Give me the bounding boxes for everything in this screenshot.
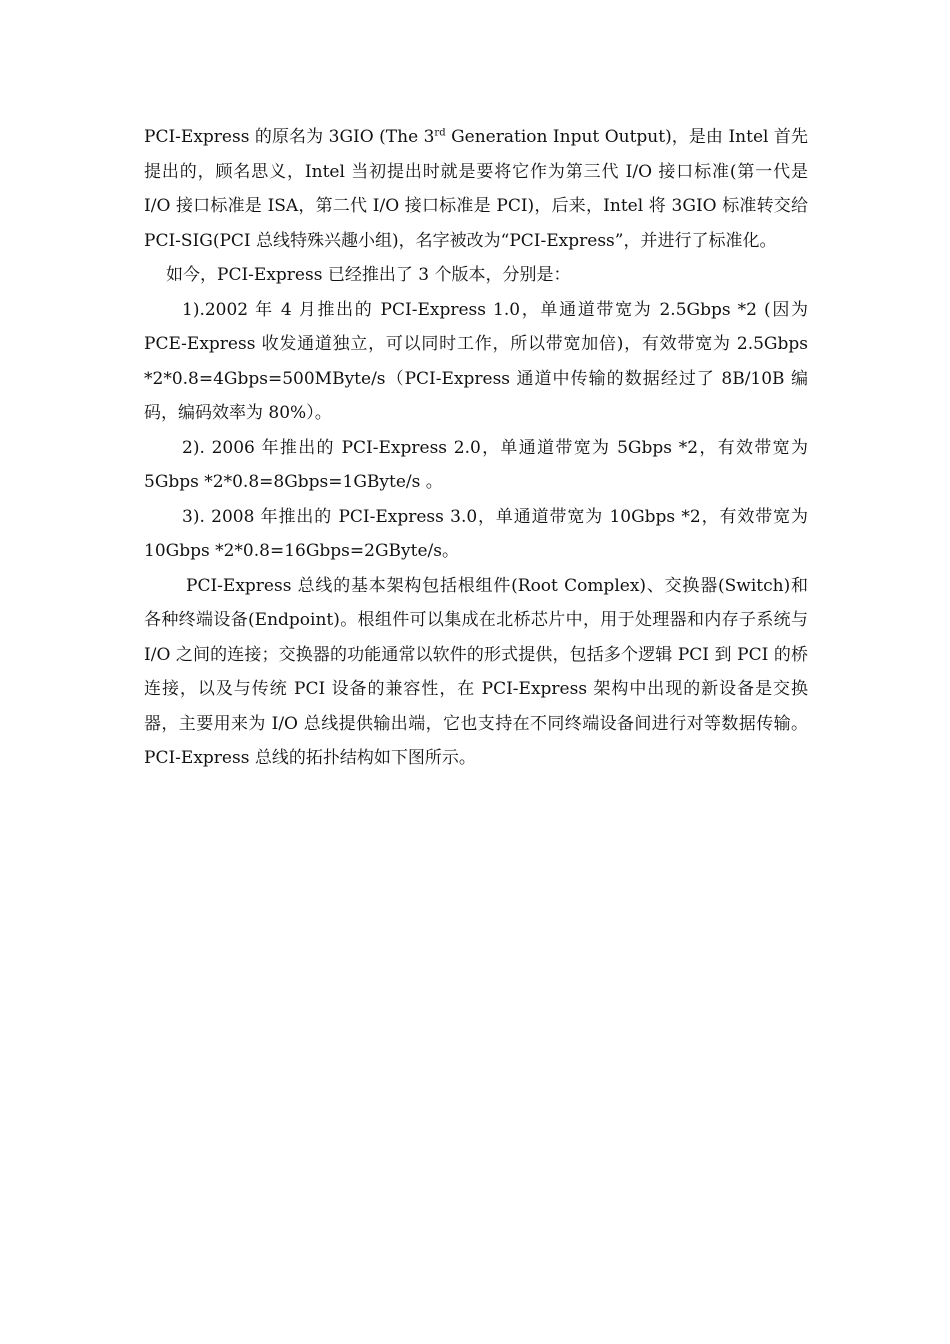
ordinal-superscript: rd [434, 127, 446, 139]
paragraph-version-3: 3). 2008 年推出的 PCI-Express 3.0，单通道带宽为 10Gbps *2，有效带宽为 10Gbps *2*0.8=16Gbps=2GByte/s。 [144, 506, 808, 561]
paragraph-pcie-origin-end: Generation Input Output)，是由 Intel 首先提出的，顾名思义，Intel 当初提出时就是要将它作为第三代 I/O 接口标准(第一代是 I/O 接口标准是 ISA，第二代 I/O 接口标准是 PCI)，后来，Intel 将 3GIO 标准转交给 PCI-SIG(PCI 总线特殊兴趣小组)，名字被改为“PCI-Express”，并进行了标准化。 [144, 127, 808, 251]
paragraph-version-1: 1).2002 年 4 月推出的 PCI-Express 1.0，单通道带宽为 2.5Gbps *2 (因为 PCE-Express 收发通道独立，可以同时工作，所以带宽加倍)，有效带宽为 2.5Gbps *2*0.8=4Gbps=500MByte/s（PCI-Express 通道中传输的数据经过了 8B/10B 编码，编码效率为 80%）。 [144, 299, 808, 423]
document-body [144, 120, 808, 776]
paragraph-version-2: 2). 2006 年推出的 PCI-Express 2.0，单通道带宽为 5Gbps *2，有效带宽为 5Gbps *2*0.8=8Gbps=1GByte/s 。 [144, 437, 808, 492]
paragraph-architecture: PCI-Express 总线的基本架构包括根组件(Root Complex)、交换器(Switch)和各种终端设备(Endpoint)。根组件可以集成在北桥芯片中，用于处理器和内存子系统与 I/O 之间的连接；交换器的功能通常以软件的形式提供，包括多个逻辑 PCI 到 PCI 的桥连接，以及与传统 PCI 设备的兼容性，在 PCI-Express 架构中出现的新设备是交换器，主要用来为 I/O 总线提供输出端，它也支持在不同终端设备间进行对等数据传输。PCI-Express 总线的拓扑结构如下图所示。 [144, 575, 808, 768]
paragraph-versions-intro: 如今，PCI-Express 已经推出了 3 个版本，分别是： [166, 265, 571, 285]
paragraph-pcie-origin [144, 120, 808, 258]
paragraph-pcie-origin-start: PCI-Express 的原名为 3GIO (The 3 [144, 127, 435, 147]
